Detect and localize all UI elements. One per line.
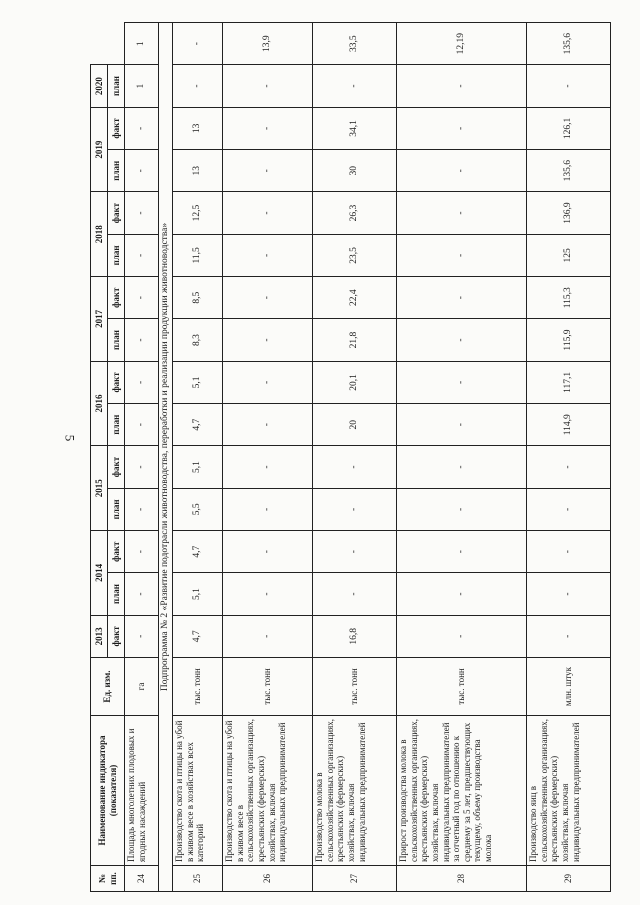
cell-value: 26,3 bbox=[313, 192, 397, 234]
cell-value: - bbox=[125, 150, 159, 192]
table-row bbox=[313, 23, 397, 892]
cell-value: 34,1 bbox=[313, 107, 397, 149]
cell-value: - bbox=[223, 488, 313, 530]
cell-value: - bbox=[397, 531, 527, 573]
cell-value: 8,3 bbox=[173, 319, 223, 361]
cell-value: - bbox=[125, 234, 159, 276]
cell-value: 4,7 bbox=[173, 615, 223, 657]
cell-value: - bbox=[527, 65, 611, 107]
cell-value: - bbox=[125, 615, 159, 657]
cell-value: - bbox=[223, 404, 313, 446]
cell-value: - bbox=[397, 150, 527, 192]
cell-value: - bbox=[397, 573, 527, 615]
cell-value: - bbox=[223, 615, 313, 657]
cell-value: - bbox=[527, 615, 611, 657]
cell-value: - bbox=[223, 531, 313, 573]
cell-value: - bbox=[313, 488, 397, 530]
cell-value: - bbox=[313, 573, 397, 615]
cell-value: - bbox=[397, 319, 527, 361]
cell-value: - bbox=[397, 488, 527, 530]
cell-value: 117,1 bbox=[527, 361, 611, 403]
cell-value: 5,5 bbox=[173, 488, 223, 530]
cell-value: - bbox=[173, 65, 223, 107]
cell-value: 5,1 bbox=[173, 573, 223, 615]
header-plan: план bbox=[108, 150, 125, 192]
cell-value: 4,7 bbox=[173, 531, 223, 573]
header-fact: факт bbox=[108, 277, 125, 319]
cell-value: 13 bbox=[173, 107, 223, 149]
cell-value: - bbox=[223, 573, 313, 615]
cell-value: - bbox=[223, 65, 313, 107]
header-year: 2019 bbox=[91, 107, 108, 192]
table-row bbox=[397, 23, 527, 892]
cell-value: - bbox=[125, 107, 159, 149]
cell-value: - bbox=[313, 65, 397, 107]
cell-value: - bbox=[397, 234, 527, 276]
row-num: 27 bbox=[313, 866, 397, 892]
cell-value: 136,9 bbox=[527, 192, 611, 234]
header-year: 2020 bbox=[91, 65, 108, 107]
cell-value: - bbox=[397, 107, 527, 149]
cell-value: - bbox=[313, 531, 397, 573]
page-number: 5 bbox=[62, 434, 78, 442]
cell-value: - bbox=[223, 150, 313, 192]
header-fact: факт bbox=[108, 361, 125, 403]
cell-value: - bbox=[313, 446, 397, 488]
subprogram-title: Подпрограмма № 2 «Развитие подотрасли животноводства, переработки и реализации продукции животноводства» bbox=[159, 23, 173, 892]
cell-value: 114,9 bbox=[527, 404, 611, 446]
row-name: Прирост производства молока в сельскохозяйственных организациях, крестьянских (фермерских) хозяйствах, включая индивидуальных предпринимателей за отчетный год по отношению к среднему за 5 лет, предшествующих текущему, объему производства молока bbox=[397, 716, 527, 866]
cell-value: 115,3 bbox=[527, 277, 611, 319]
row-unit: тыс. тонн bbox=[397, 658, 527, 716]
cell-value: 13 bbox=[173, 150, 223, 192]
row-name: Площадь многолетних плодовых и ягодных насаждений bbox=[125, 716, 159, 866]
header-year: 2016 bbox=[91, 361, 108, 446]
header-fact: факт bbox=[108, 107, 125, 149]
cell-value: 16,8 bbox=[313, 615, 397, 657]
header-name: Наименование индикатора (показателя) bbox=[91, 716, 125, 866]
cell-value: 30 bbox=[313, 150, 397, 192]
cell-value: 21,8 bbox=[313, 319, 397, 361]
cell-value: - bbox=[125, 277, 159, 319]
header-year: 2015 bbox=[91, 446, 108, 531]
cell-value: 1 bbox=[125, 23, 159, 65]
table-row bbox=[125, 23, 159, 892]
cell-value: 33,5 bbox=[313, 23, 397, 65]
cell-value: 5,1 bbox=[173, 446, 223, 488]
cell-value: 13,9 bbox=[223, 23, 313, 65]
header-plan: план bbox=[108, 234, 125, 276]
cell-value: 4,7 bbox=[173, 404, 223, 446]
header-plan: план bbox=[108, 404, 125, 446]
cell-value: 125 bbox=[527, 234, 611, 276]
row-unit: тыс. тонн bbox=[313, 658, 397, 716]
cell-value: - bbox=[397, 446, 527, 488]
header-year: 2013 bbox=[91, 615, 108, 657]
header-plan: план bbox=[108, 319, 125, 361]
cell-value: - bbox=[125, 573, 159, 615]
indicator-table bbox=[90, 22, 611, 892]
cell-value: - bbox=[223, 319, 313, 361]
cell-value: - bbox=[125, 446, 159, 488]
cell-value: - bbox=[527, 573, 611, 615]
table-row bbox=[527, 23, 611, 892]
cell-value: - bbox=[397, 192, 527, 234]
header-num: № пп. bbox=[91, 866, 125, 892]
row-unit: тыс. тонн bbox=[223, 658, 313, 716]
cell-value: - bbox=[125, 361, 159, 403]
header-fact: факт bbox=[108, 615, 125, 657]
table-row bbox=[173, 23, 223, 892]
cell-value: - bbox=[527, 488, 611, 530]
cell-value: 20,1 bbox=[313, 361, 397, 403]
header-unit: Ед. изм. bbox=[91, 658, 125, 716]
cell-value: 12,5 bbox=[173, 192, 223, 234]
cell-value: - bbox=[397, 277, 527, 319]
cell-value: - bbox=[125, 319, 159, 361]
cell-value: 12,19 bbox=[397, 23, 527, 65]
cell-value: - bbox=[527, 531, 611, 573]
cell-value: 115,9 bbox=[527, 319, 611, 361]
cell-value: - bbox=[397, 361, 527, 403]
cell-value: - bbox=[223, 361, 313, 403]
row-unit: тыс. тонн bbox=[173, 658, 223, 716]
row-name: Производство молока в сельскохозяйственных организациях, крестьянских (фермерских) хозяйствах, включая индивидуальных предпринимателей bbox=[313, 716, 397, 866]
header-year: 2018 bbox=[91, 192, 108, 277]
cell-value: - bbox=[125, 192, 159, 234]
row-num: 26 bbox=[223, 866, 313, 892]
header-fact: факт bbox=[108, 192, 125, 234]
cell-value: - bbox=[223, 107, 313, 149]
cell-value: - bbox=[397, 65, 527, 107]
row-name: Производство скота и птицы на убой в живом весе в хозяйствах всех категорий bbox=[173, 716, 223, 866]
header-year: 2017 bbox=[91, 277, 108, 362]
cell-value: 22,4 bbox=[313, 277, 397, 319]
cell-value: 23,5 bbox=[313, 234, 397, 276]
header-plan: план bbox=[108, 488, 125, 530]
cell-value: - bbox=[397, 404, 527, 446]
cell-value: - bbox=[223, 277, 313, 319]
row-num: 29 bbox=[527, 866, 611, 892]
cell-value: - bbox=[397, 615, 527, 657]
row-unit: га bbox=[125, 658, 159, 716]
cell-value: - bbox=[223, 234, 313, 276]
cell-value: 8,5 bbox=[173, 277, 223, 319]
cell-value: - bbox=[125, 488, 159, 530]
cell-value: 11,5 bbox=[173, 234, 223, 276]
cell-value: - bbox=[125, 404, 159, 446]
cell-value: 20 bbox=[313, 404, 397, 446]
cell-value: - bbox=[173, 23, 223, 65]
header-plan: план bbox=[108, 573, 125, 615]
row-unit: млн. штук bbox=[527, 658, 611, 716]
row-num: 28 bbox=[397, 866, 527, 892]
cell-value: 135,6 bbox=[527, 23, 611, 65]
row-name: Производство яиц в сельскохозяйственных организациях, крестьянских (фермерских) хозяйствах, включая индивидуальных предпринимателей bbox=[527, 716, 611, 866]
row-name: Производство скота и птицы на убой в живом весе в сельскохозяйственных организациях, крестьянских (фермерских) хозяйствах, включая индивидуальных предпринимателей bbox=[223, 716, 313, 866]
row-num: 24 bbox=[125, 866, 159, 892]
header-year: 2014 bbox=[91, 531, 108, 616]
cell-value: 5,1 bbox=[173, 361, 223, 403]
cell-value: - bbox=[527, 446, 611, 488]
header-fact: факт bbox=[108, 531, 125, 573]
cell-value: - bbox=[125, 531, 159, 573]
rotated-document bbox=[90, 22, 610, 892]
cell-value: - bbox=[223, 192, 313, 234]
cell-value: 135,6 bbox=[527, 150, 611, 192]
cell-value: - bbox=[223, 446, 313, 488]
cell-value: 1 bbox=[125, 65, 159, 107]
row-num: 25 bbox=[173, 866, 223, 892]
cell-value: 126,1 bbox=[527, 107, 611, 149]
header-fact: факт bbox=[108, 446, 125, 488]
table-row bbox=[223, 23, 313, 892]
header-plan: план bbox=[108, 65, 125, 107]
